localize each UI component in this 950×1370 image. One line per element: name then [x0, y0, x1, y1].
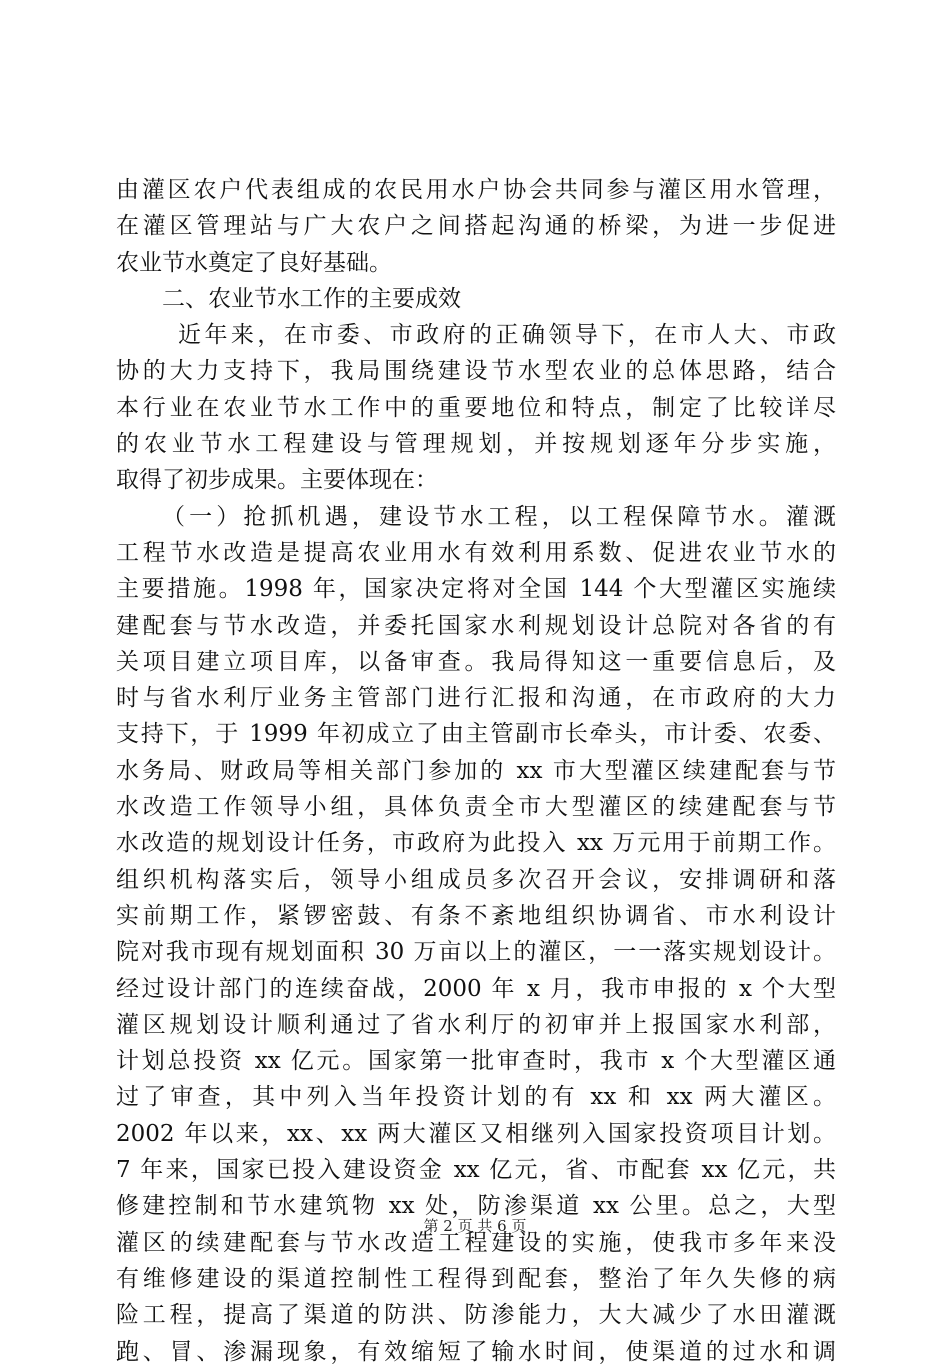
text-line: 水改造的规划设计任务，市政府为此投入 xx 万元用于前期工作。: [116, 830, 836, 857]
text-line: 协的大力支持下，我局围绕建设节水型农业的总体思路，结合: [116, 358, 836, 385]
text-line: 过了审查，其中列入当年投资计划的有 xx 和 xx 两大灌区。: [116, 1084, 836, 1111]
text-line: 实前期工作，紧锣密鼓、有条不紊地组织协调省、市水利设计: [116, 902, 836, 929]
text-line: 修建控制和节水建筑物 xx 处，防渗渠道 xx 公里。总之，大型: [116, 1193, 836, 1220]
text-line: 支持下，于 1999 年初成立了由主管副市长牵头，市计委、农委、: [116, 721, 836, 748]
text-line: 灌区规划设计顺利通过了省水利厅的初审并上报国家水利部，: [116, 1011, 836, 1038]
text-line: 水改造工作领导小组，具体负责全市大型灌区的续建配套与节: [116, 794, 836, 821]
document-body: [116, 172, 836, 1370]
page-number-footer: 第 2 页 共 6 页: [423, 1217, 527, 1235]
text-line: 本行业在农业节水工作中的重要地位和特点，制定了比较详尽: [116, 394, 836, 421]
text-line: 2002 年以来，xx、xx 两大灌区又相继列入国家投资项目计划。: [116, 1120, 836, 1147]
text-line: 建配套与节水改造，并委托国家水利规划设计总院对各省的有: [116, 612, 836, 639]
text-line: 跑、冒、渗漏现象，有效缩短了输水时间，使渠道的过水和调: [116, 1338, 836, 1365]
text-line: 的农业节水工程建设与管理规划，并按规划逐年分步实施，: [116, 431, 836, 458]
text-line: 水务局、财政局等相关部门参加的 xx 市大型灌区续建配套与节: [116, 757, 836, 784]
text-line: 由灌区农户代表组成的农民用水户协会共同参与灌区用水管理，: [116, 177, 836, 203]
text-line: 时与省水利厅业务主管部门进行汇报和沟通，在市政府的大力: [116, 685, 836, 712]
text-line: 组织机构落实后，领导小组成员多次召开会议，安排调研和落: [116, 866, 836, 893]
text-line: 农业节水奠定了良好基础。: [116, 249, 392, 276]
text-line: 工程节水改造是提高农业用水有效利用系数、促进农业节水的: [116, 539, 836, 566]
text-line: 院对我市现有规划面积 30 万亩以上的灌区，一一落实规划设计。: [116, 939, 836, 966]
section-heading: 二、农业节水工作的主要成效: [162, 285, 461, 312]
text-line: 取得了初步成果。主要体现在：: [116, 467, 438, 494]
text-line: 险工程，提高了渠道的防洪、防渗能力，大大减少了水田灌溉: [116, 1302, 836, 1329]
text-line: 7 年来，国家已投入建设资金 xx 亿元，省、市配套 xx 亿元，共: [116, 1157, 836, 1184]
text-line: 计划总投资 xx 亿元。国家第一批审查时，我市 x 个大型灌区通: [116, 1048, 836, 1075]
text-line: 有维修建设的渠道控制性工程得到配套，整治了年久失修的病: [116, 1265, 836, 1292]
text-line: 主要措施。1998 年，国家决定将对全国 144 个大型灌区实施续: [116, 576, 836, 603]
text-line: 关项目建立项目库，以备审查。我局得知这一重要信息后，及: [116, 648, 836, 675]
text-line: 灌区的续建配套与节水改造工程建设的实施，使我市多年来没: [116, 1229, 836, 1256]
text-line: 在灌区管理站与广大农户之间搭起沟通的桥梁，为进一步促进: [116, 213, 836, 240]
subsection-heading: （一）抢抓机遇，建设节水工程，以工程保障节水。灌溉: [162, 503, 836, 530]
text-line: 近年来，在市委、市政府的正确领导下，在市人大、市政: [178, 322, 836, 349]
text-line: 经过设计部门的连续奋战，2000 年 x 月，我市申报的 x 个大型: [116, 975, 836, 1002]
